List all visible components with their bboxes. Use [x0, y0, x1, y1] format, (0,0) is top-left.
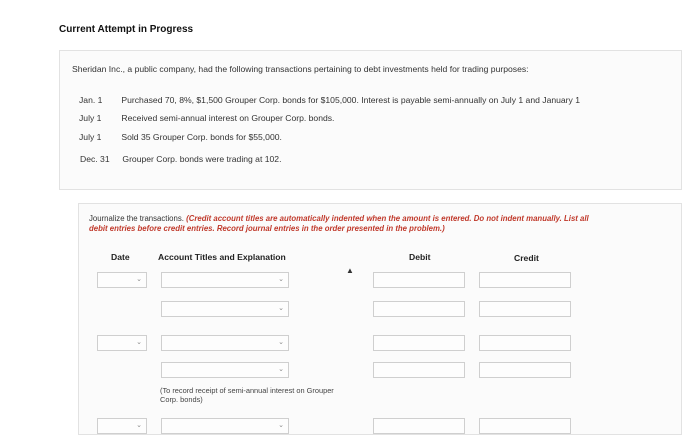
credit-input[interactable] — [479, 272, 571, 288]
account-select[interactable] — [161, 301, 289, 317]
account-select[interactable] — [161, 362, 289, 378]
problem-statement — [59, 50, 682, 190]
entry-explanation: (To record receipt of semi-annual interest on Grouper Corp. bonds) — [160, 386, 334, 404]
chevron-down-icon: ⌄ — [278, 305, 284, 312]
instructions-lead: Journalize the transactions. — [89, 214, 184, 223]
transaction-date: July 1 — [79, 113, 102, 123]
debit-input[interactable] — [373, 418, 465, 434]
instructions — [89, 214, 609, 234]
transaction-row — [79, 113, 334, 123]
transaction-text: Purchased 70, 8%, $1,500 Grouper Corp. bonds for $105,000. Interest is payable semi-annually on July 1 and January 1 — [121, 95, 581, 105]
chevron-down-icon: ⌄ — [278, 422, 284, 429]
transaction-date: July 1 — [79, 132, 102, 142]
header-account: Account Titles and Explanation — [158, 252, 286, 262]
transaction-row — [80, 154, 281, 164]
transaction-text: Grouper Corp. bonds were trading at 102. — [122, 154, 282, 164]
transaction-row — [79, 95, 580, 105]
transaction-date: Dec. 31 — [80, 154, 110, 164]
chevron-down-icon: ⌄ — [278, 276, 284, 283]
transaction-text: Sold 35 Grouper Corp. bonds for $55,000. — [121, 132, 282, 142]
transaction-text: Received semi-annual interest on Grouper Corp. bonds. — [121, 113, 335, 123]
date-select[interactable] — [97, 272, 147, 288]
credit-input[interactable] — [479, 301, 571, 317]
header-debit: Debit — [409, 252, 431, 262]
page-title: Current Attempt in Progress — [59, 24, 194, 35]
account-select[interactable] — [161, 418, 289, 434]
chevron-down-icon: ⌄ — [136, 339, 142, 346]
account-select[interactable] — [161, 335, 289, 351]
credit-input[interactable] — [479, 335, 571, 351]
debit-input[interactable] — [373, 362, 465, 378]
chevron-down-icon: ⌄ — [278, 366, 284, 373]
instructions-note: (Credit account titles are automatically indented when the amount is entered. Do not indent manually. List all debit entries before credit entries. Record journal entries in the order presented in the problem.) — [89, 214, 589, 233]
problem-intro: Sheridan Inc., a public company, had the following transactions pertaining to debt investments held for trading purposes: — [72, 64, 529, 74]
header-credit: Credit — [514, 253, 539, 263]
journal-panel — [78, 203, 682, 435]
header-date: Date — [111, 252, 130, 262]
debit-input[interactable] — [373, 301, 465, 317]
debit-input[interactable] — [373, 335, 465, 351]
credit-input[interactable] — [479, 418, 571, 434]
date-select[interactable] — [97, 335, 147, 351]
mouse-cursor-icon: ▲ — [346, 266, 354, 275]
debit-input[interactable] — [373, 272, 465, 288]
date-select[interactable] — [97, 418, 147, 434]
chevron-down-icon: ⌄ — [278, 339, 284, 346]
chevron-down-icon: ⌄ — [136, 276, 142, 283]
chevron-down-icon: ⌄ — [136, 422, 142, 429]
account-select[interactable] — [161, 272, 289, 288]
transaction-row — [79, 132, 282, 142]
transaction-date: Jan. 1 — [79, 95, 103, 105]
credit-input[interactable] — [479, 362, 571, 378]
